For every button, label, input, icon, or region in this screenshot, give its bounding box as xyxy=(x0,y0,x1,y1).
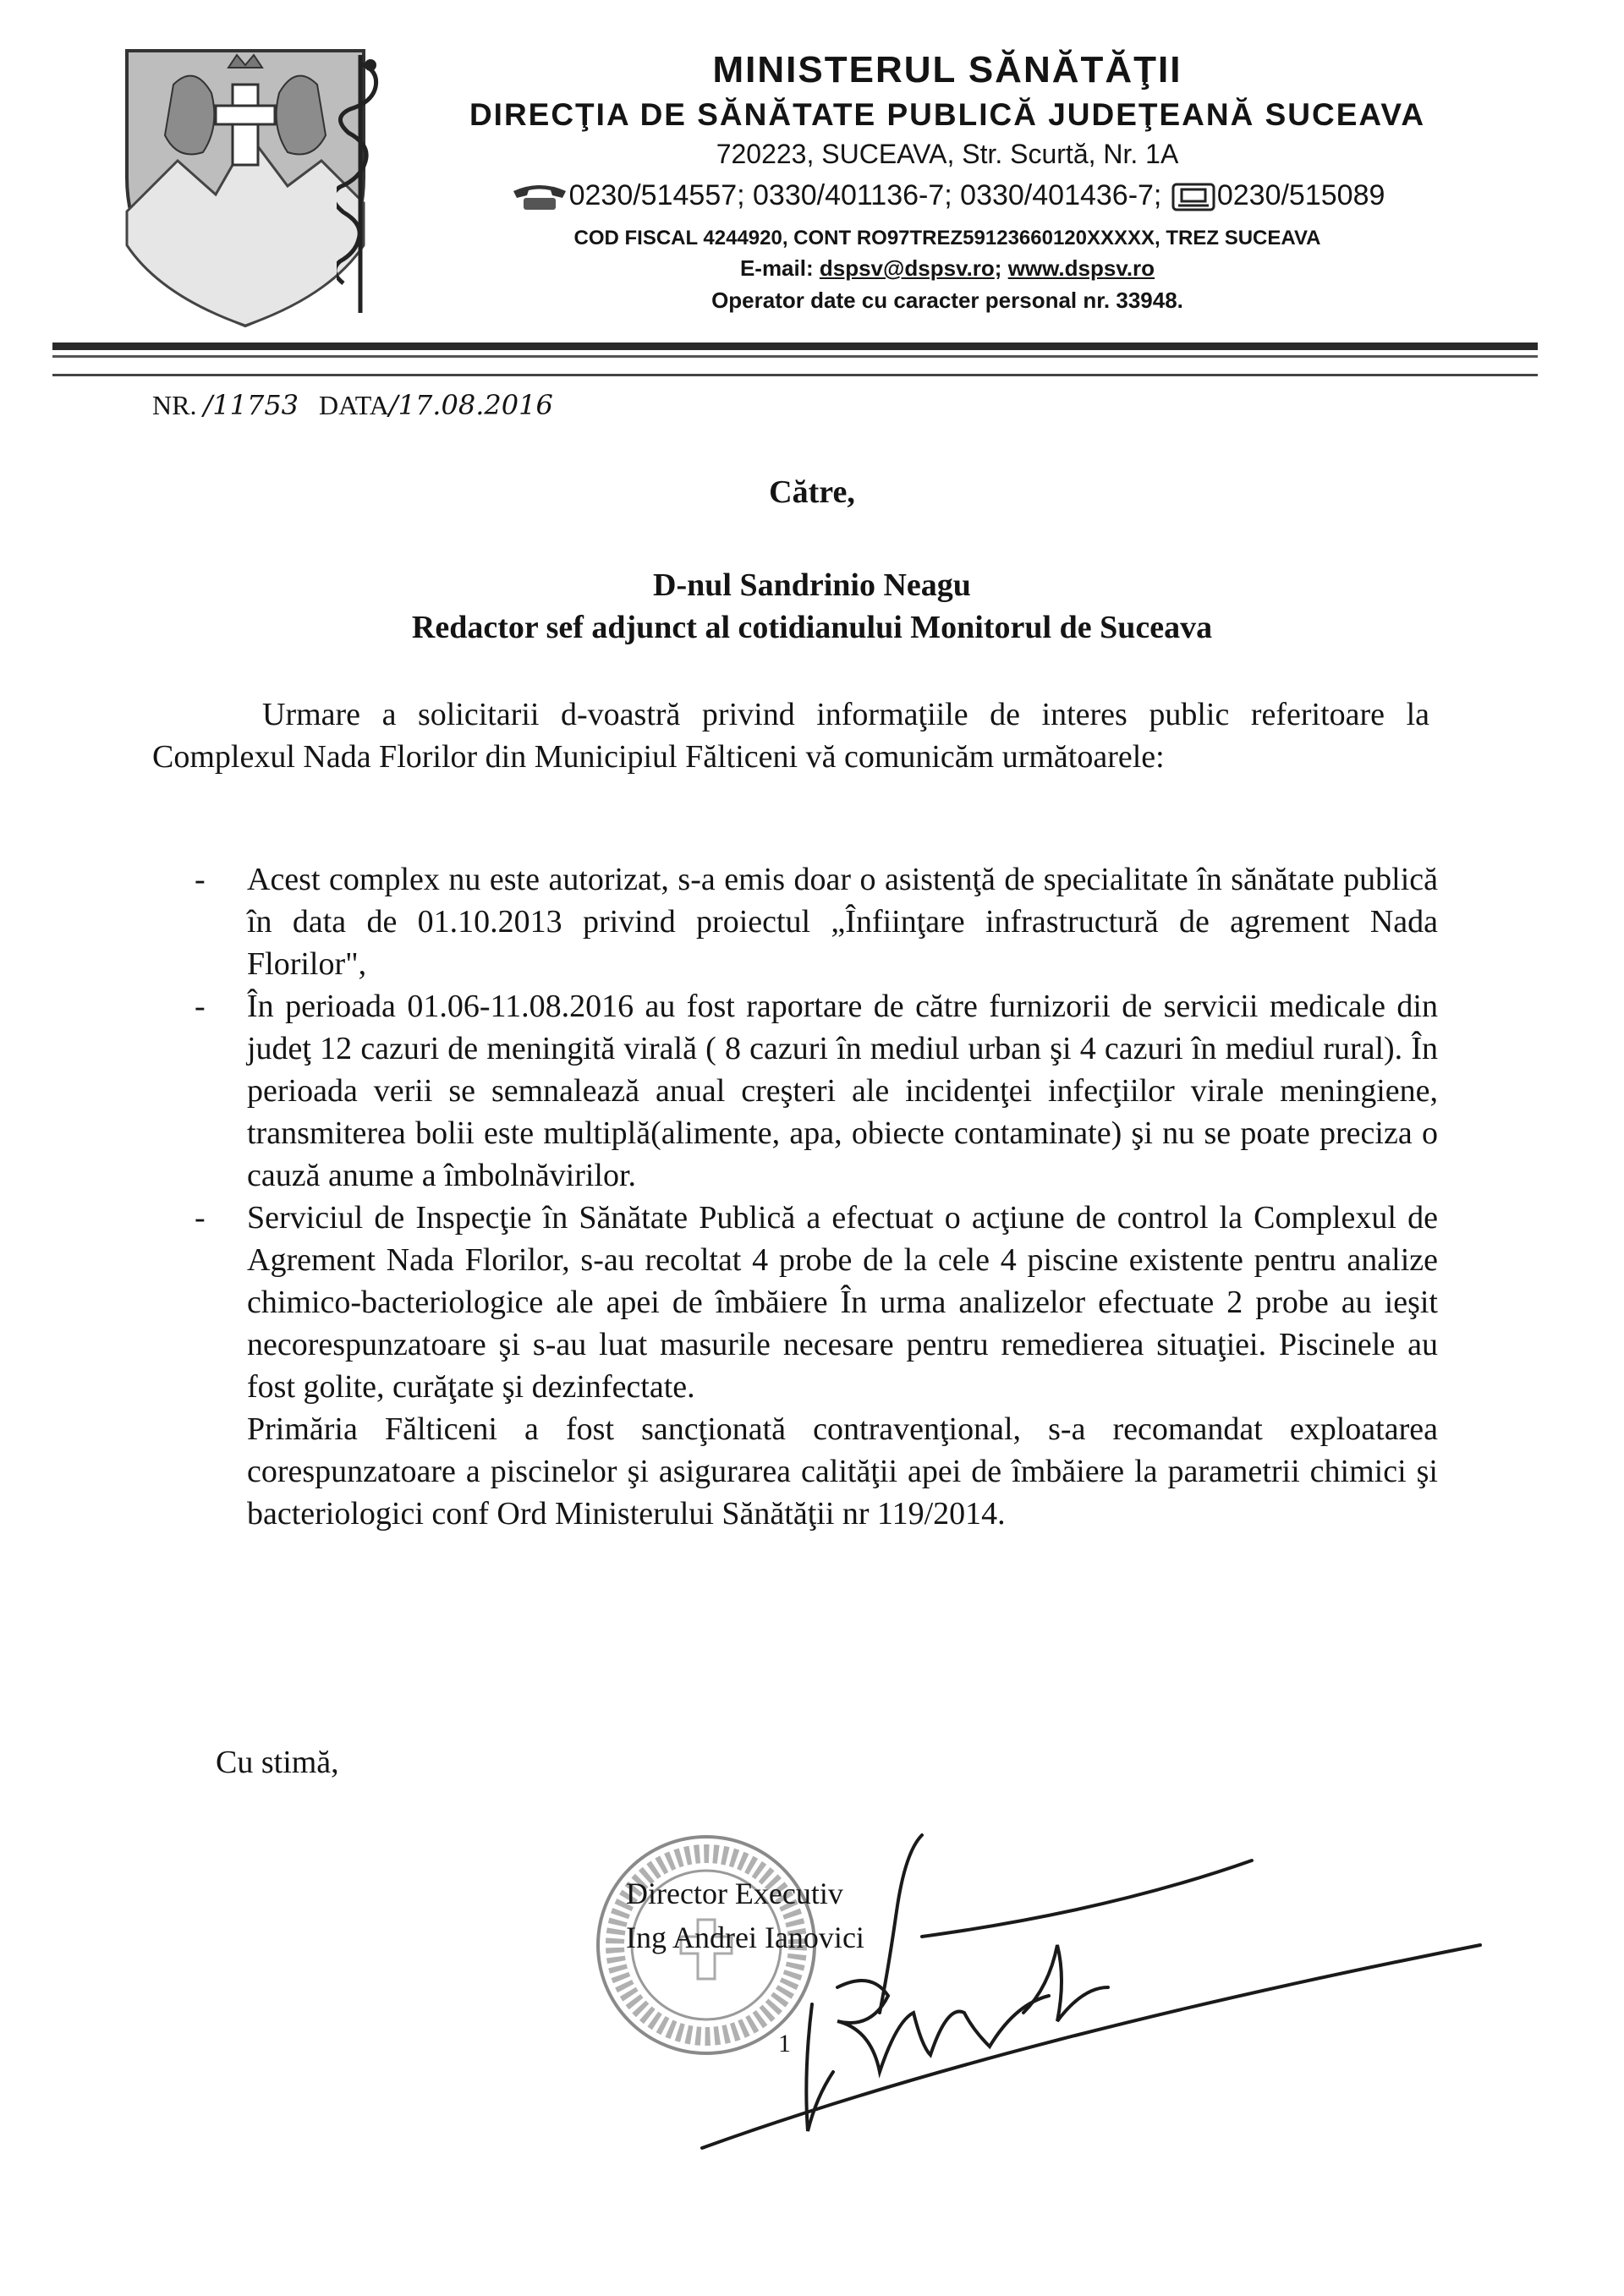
list-item: - Acest complex nu este autorizat, s-a emis doar o asistenţă de specialitate în sănătate publică în data de 01.10.2013 privind proiectul „Înfiinţare infrastructură de agrement Nada Florilor", xyxy=(195,858,1438,985)
bullet-text: În perioada 01.06-11.08.2016 au fost raportare de către furnizorii de servicii medicale din judeţ 12 cazuri de meningită virală ( 8 cazuri în mediul urban şi 4 cazuri în mediul rural). În perioada verii se semnalează anual creşteri ale incidenţei infecţiilor virale meningiene, transmiterea bolii este multiplă(alimente, apa, obiecte contaminate) şi nu se poate preciza o cauză anume a îmbolnăvirilor. xyxy=(247,989,1438,1193)
nr-label: NR. xyxy=(152,390,197,420)
date-value: /17.08.2016 xyxy=(388,389,553,421)
page-number: 1 xyxy=(778,2030,791,2058)
rod-of-asclepius-icon xyxy=(337,47,384,317)
operator-line: Operator date cu caracter personal nr. 33948. xyxy=(711,288,1183,313)
header-divider xyxy=(52,342,1538,350)
bullet-continuation: Primăria Fălticeni a fost sancţionată contravenţional, s-a recomandat exploatarea corespunzatoare a piscinelor şi asigurarea calităţii apei de îmbăiere la parametrii chimici şi bacteriologici conf Ord Ministerului Sănătăţii nr 119/2014. xyxy=(247,1411,1438,1532)
address-line: 720223, SUCEAVA, Str. Scurtă, Nr. 1A xyxy=(716,139,1179,169)
email-line: E-mail: dspsv@dspsv.ro; www.dspsv.ro xyxy=(739,255,1155,281)
ministry-title: MINISTERUL SĂNĂTĂŢII xyxy=(712,49,1182,90)
closing-phrase: Cu stimă, xyxy=(216,1745,339,1780)
bullet-text: Serviciul de Inspecţie în Sănătate Publică a efectuat o acţiune de control la Complexul de Agrement Nada Florilor, s-au recoltat 4 probe de la cele 4 piscine existente pentru analize chimico-bacteriologice ale apei de îmbăiere În urma analizelor efectuate 2 probe au ieşit necorespunzatoare şi s-au luat masurile necesare pentru remedierea situaţiei. Piscinele au fost golite, curăţate şi dezinfectate. xyxy=(247,1200,1438,1405)
fax-icon xyxy=(1170,181,1217,213)
fax-number: 0230/515089 xyxy=(1216,179,1385,211)
date-label: DATA xyxy=(319,390,389,420)
handwritten-signature xyxy=(668,1801,1497,2165)
bullet-text: Acest complex nu este autorizat, s-a emis doar o asistenţă de specialitate în sănătate publică în data de 01.10.2013 privind proiectul „Înfiinţare infrastructură de agrement Nada Florilor", xyxy=(247,862,1438,982)
directorate-title: DIRECŢIA DE SĂNĂTATE PUBLICĂ JUDEŢEANĂ SUCEAVA xyxy=(469,97,1426,132)
recipient-name: D-nul Sandrinio Neagu xyxy=(653,567,971,603)
signatory-name: Ing Andrei Ianovici xyxy=(626,1921,864,1954)
salutation: Către, xyxy=(769,474,855,510)
email-link[interactable]: dspsv@dspsv.ro xyxy=(819,255,995,281)
list-item: - În perioada 01.06-11.08.2016 au fost raportare de către furnizorii de servicii medicale din judeţ 12 cazuri de meningită virală ( 8 cazuri în mediul urban şi 4 cazuri în mediul rural). În perioada verii se semnalează anual creşteri ale incidenţei infecţiilor virale meningiene, transmiterea bolii este multiplă(alimente, apa, obiecte contaminate) şi nu se poate preciza o cauză anume a îmbolnăvirilor. xyxy=(195,985,1438,1197)
phone-numbers: 0230/514557; 0330/401136-7; 0330/401436-7; xyxy=(568,179,1162,211)
email-label: E-mail: xyxy=(739,255,814,281)
info-list xyxy=(195,858,1438,1535)
fiscal-line: COD FISCAL 4244920, CONT RO97TREZ59123660120XXXXX, TREZ SUCEAVA xyxy=(573,227,1321,249)
intro-paragraph: Urmare a solicitarii d-voastră privind informaţiile de interes public referitoare la Complexul Nada Florilor din Municipiul Fălticeni vă comunicăm următoarele: xyxy=(152,697,1429,775)
header-divider-lower xyxy=(52,374,1538,376)
registration-line xyxy=(152,389,553,421)
recipient-title: Redactor sef adjunct al cotidianului Monitorul de Suceava xyxy=(411,610,1213,645)
contact-line xyxy=(406,179,1489,213)
nr-value: /11753 xyxy=(203,389,299,421)
header-divider-thin xyxy=(52,355,1538,358)
telephone-icon xyxy=(510,183,569,211)
list-item: - Serviciul de Inspecţie în Sănătate Publică a efectuat o acţiune de control la Complexul de Agrement Nada Florilor, s-au recoltat 4 probe de la cele 4 piscine existente pentru analize chimico-bacteriologice ale apei de îmbăiere În urma analizelor efectuate 2 probe au ieşit necorespunzatoare şi s-au luat masurile necesare pentru remedierea situaţiei. Piscinele au fost golite, curăţate şi dezinfectate. Primăria Fălticeni a fost sancţionată contravenţional, s-a recomandat exploatarea corespunzatoare a piscinelor şi asigurarea calităţii apei de îmbăiere la parametrii chimici şi bacteriologici conf Ord Ministerului Sănătăţii nr 119/2014. xyxy=(195,1197,1438,1535)
signatory-role: Director Executiv xyxy=(626,1877,843,1910)
website-link[interactable]: www.dspsv.ro xyxy=(1007,255,1155,281)
